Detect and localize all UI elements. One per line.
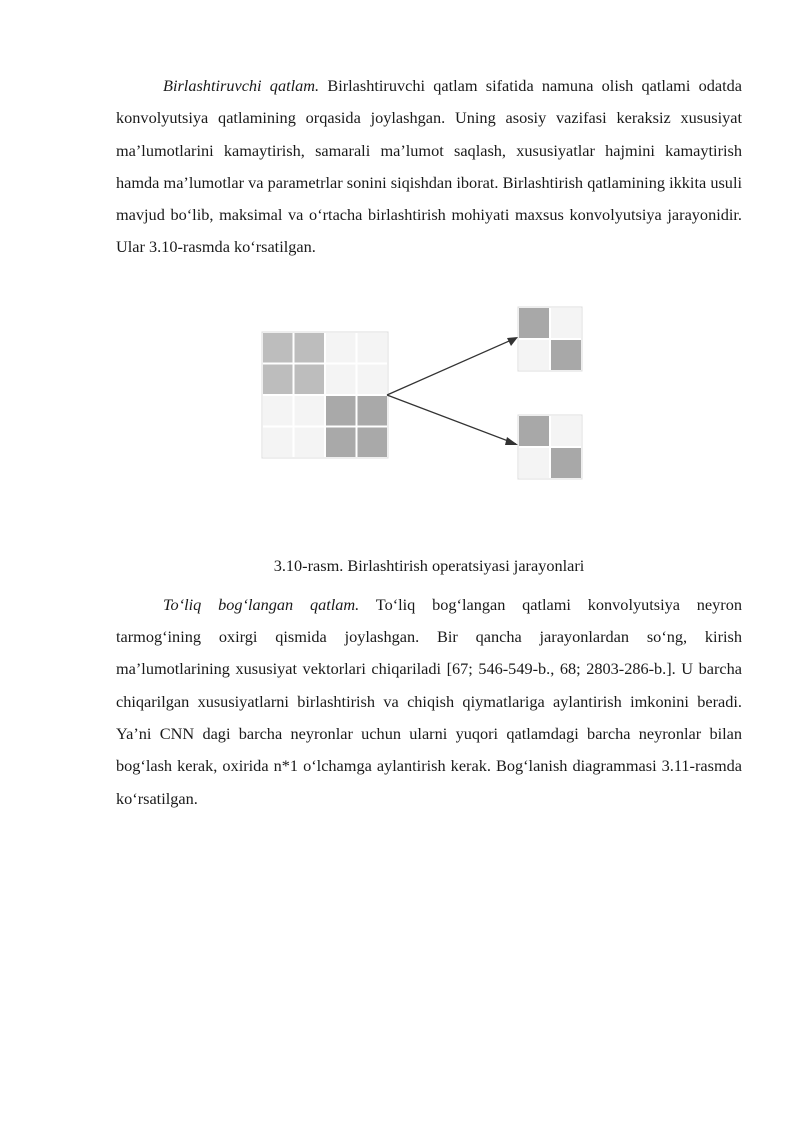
arrow-to-top-output — [387, 338, 516, 395]
arrow-to-bottom-output — [387, 395, 516, 444]
input-cell-2-1 — [294, 395, 326, 427]
paragraph-pooling-layer — [116, 70, 742, 264]
output-top-cell-0-1 — [550, 307, 582, 339]
output-map-bottom — [518, 415, 582, 479]
term-pooling-layer: Birlashtiruvchi qatlam. — [163, 76, 320, 95]
input-cell-0-2 — [325, 332, 357, 364]
paragraph-fully-connected-body: To‘liq bog‘langan qatlami konvolyutsiya neyron tarmog‘ining oxirgi qismida joylashgan. Bir qancha jarayonlardan so‘ng, kirish ma’lumotlarining xususiyat vektorlari chiqariladi [67; 546-549-b., 68; 2803-286-b.]. U barcha chiqarilgan xususiyatlarni birlashtirish va chiqish qiymatlariga aylantirish imkonini beradi. Ya’ni CNN dagi barcha neyronlar uchun ularni yuqori qatlamdagi barcha neyronlar bilan bog‘lash kerak, oxirida n*1 o‘lchamga aylantirish kerak. Bog‘lanish diagrammasi 3.11-rasmda ko‘rsatilgan. — [116, 594, 743, 808]
output-map-top — [518, 307, 582, 371]
input-cell-3-0 — [262, 426, 294, 458]
output-bottom-cell-0-0 — [518, 415, 550, 447]
output-bottom-cell-1-1 — [550, 447, 582, 479]
input-cell-3-2 — [325, 426, 357, 458]
input-feature-map — [262, 332, 388, 458]
term-fully-connected-layer: To‘liq bog‘langan qatlam. — [163, 594, 360, 614]
pooling-diagram-svg — [116, 302, 742, 542]
input-cell-2-2 — [325, 395, 357, 427]
paragraph-pooling-body: Birlashtiruvchi qatlam sifatida namuna olish qatlami odatda konvolyutsiya qatlamining orqasida joylashgan. Uning asosiy vazifasi keraksiz xususiyat ma’lumotlarini kamaytirish, samarali ma’lumot saqlash, xususiyatlar hajmini kamaytirish hamda ma’lumotlar va parametrlar sonini siqishdan iborat. Birlashtirish qatlamining ikkita usuli mavjud bo‘lib, maksimal va o‘rtacha birlashtirish mohiyati maxsus konvolyutsiya jarayonidir. Ular 3.10-rasmda ko‘rsatilgan. — [116, 76, 742, 257]
input-cell-2-0 — [262, 395, 294, 427]
input-cell-2-3 — [357, 395, 389, 427]
input-cell-1-1 — [294, 363, 326, 395]
output-top-cell-1-0 — [518, 339, 550, 371]
output-bottom-cell-1-0 — [518, 447, 550, 479]
input-cell-1-0 — [262, 363, 294, 395]
arrowhead-bottom — [505, 437, 518, 445]
figure-caption: 3.10-rasm. Birlashtirish operatsiyasi jarayonlari — [273, 555, 585, 575]
input-cell-1-3 — [357, 363, 389, 395]
figure-pooling-diagram — [116, 302, 742, 542]
input-cell-3-3 — [357, 426, 389, 458]
document-page — [116, 70, 742, 815]
input-cell-3-1 — [294, 426, 326, 458]
output-top-cell-1-1 — [550, 339, 582, 371]
input-cell-0-3 — [357, 332, 389, 364]
output-top-cell-0-0 — [518, 307, 550, 339]
input-cell-0-0 — [262, 332, 294, 364]
input-cell-1-2 — [325, 363, 357, 395]
paragraph-fully-connected-layer — [116, 589, 742, 815]
output-bottom-cell-0-1 — [550, 415, 582, 447]
input-cell-0-1 — [294, 332, 326, 364]
